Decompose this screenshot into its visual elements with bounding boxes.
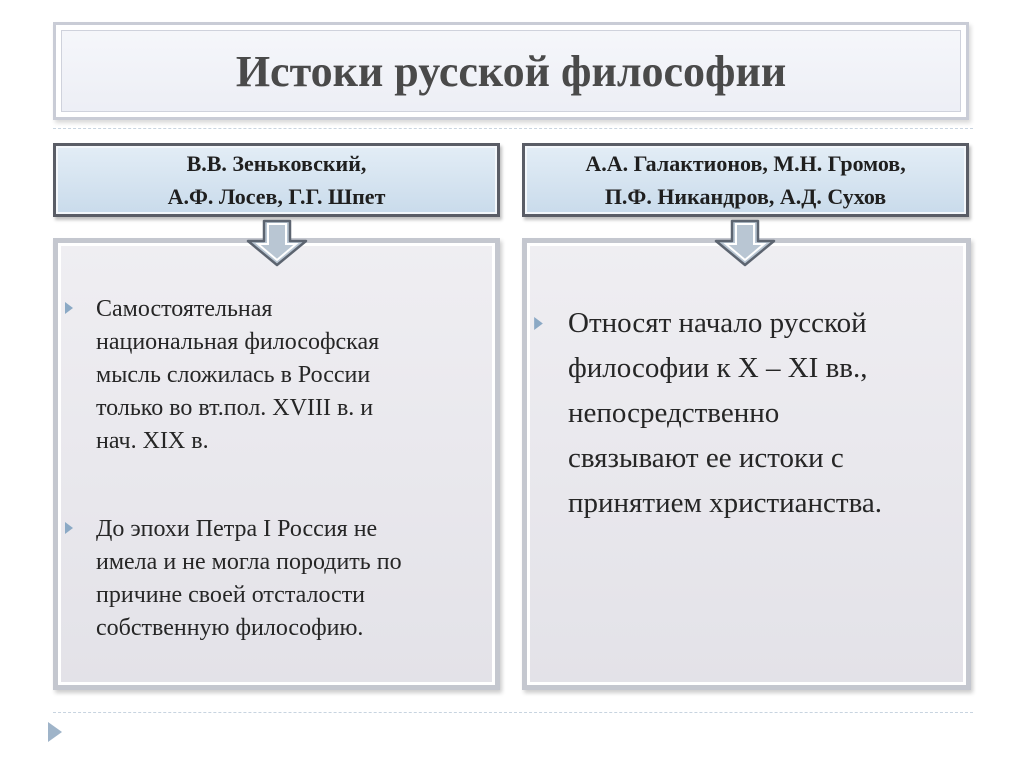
text-line: только во вт.пол. XVIII в. и xyxy=(96,395,374,421)
text-line: мысль сложилась в России xyxy=(96,362,371,388)
right-bullet-1-text xyxy=(568,301,882,526)
top-divider xyxy=(53,128,973,129)
right-authors-line-1: А.А. Галактионов, М.Н. Громов, xyxy=(585,150,906,176)
text-line: Самостоятельная xyxy=(96,296,273,322)
text-line: имела и не могла породить по xyxy=(96,549,402,575)
right-authors-box xyxy=(522,143,969,217)
bottom-divider xyxy=(53,712,973,713)
left-bullet-1 xyxy=(65,293,485,458)
right-content-box xyxy=(522,238,971,690)
triangle-bullet-icon xyxy=(534,304,548,349)
next-arrow-icon[interactable] xyxy=(42,720,66,744)
left-bullet-2-text xyxy=(96,513,402,645)
left-authors-line-2: А.Ф. Лосев, Г.Г. Шпет xyxy=(167,184,386,209)
down-arrow-icon xyxy=(244,219,310,267)
left-content-box xyxy=(53,238,500,690)
text-line: национальная философская xyxy=(96,329,380,355)
text-line: причине своей отсталости xyxy=(96,582,366,608)
right-bullet-1 xyxy=(534,301,964,526)
title-box xyxy=(53,22,969,120)
text-line: нач. XIX в. xyxy=(96,428,209,454)
right-authors-line-2: П.Ф. Никандров, А.Д. Сухов xyxy=(604,184,887,209)
slide-title: Истоки русской философии xyxy=(235,46,787,96)
text-line: принятием христианства. xyxy=(568,487,883,519)
left-bullet-2 xyxy=(65,513,485,645)
text-line: собственную философию. xyxy=(96,615,364,641)
triangle-bullet-icon xyxy=(65,294,79,327)
left-authors-box xyxy=(53,143,500,217)
text-line: связывают ее истоки с xyxy=(568,442,844,474)
down-arrow-icon xyxy=(712,219,778,267)
triangle-bullet-icon xyxy=(65,514,79,547)
text-line: непосредственно xyxy=(568,397,780,429)
left-authors-line-1: В.В. Зеньковский, xyxy=(186,150,367,176)
text-line: философии к X – XI вв., xyxy=(568,352,868,384)
text-line: До эпохи Петра I Россия не xyxy=(96,516,378,542)
text-line: Относят начало русской xyxy=(568,307,867,339)
left-bullet-1-text xyxy=(96,293,379,458)
